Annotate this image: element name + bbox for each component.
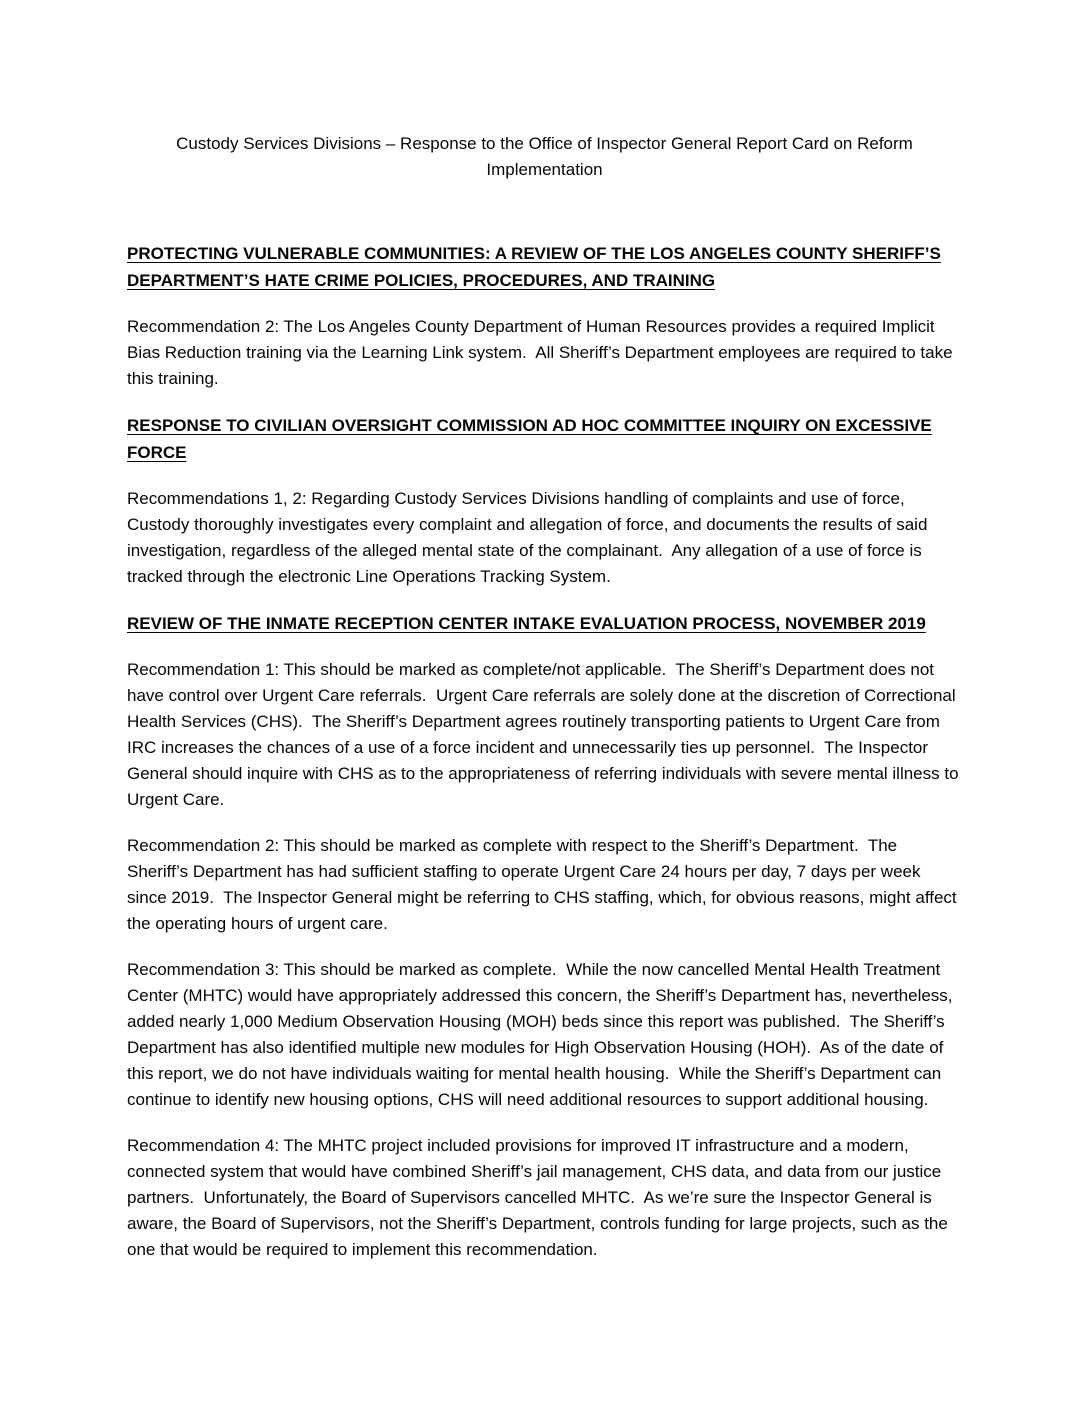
paragraph-irc-rec2: Recommendation 2: This should be marked as complete with respect to the Sheriff’s Department. The Sheriff’s Department has had sufficient staffing to operate Urgent Care 24 hours per day, 7 days per week since 2019. The Inspector General might be referring to CHS staffing, which, for obvious reasons, might affect the operating hours of urgent care. (127, 836, 962, 933)
section-heading-hate-crime: PROTECTING VULNERABLE COMMUNITIES: A REVIEW OF THE LOS ANGELES COUNTY SHERIFF’S DEPARTMENT’S HATE CRIME POLICIES, PROCEDURES, AND TRAINING (127, 244, 941, 290)
section-heading-irc-intake: REVIEW OF THE INMATE RECEPTION CENTER INTAKE EVALUATION PROCESS, NOVEMBER 2019 (127, 614, 926, 633)
paragraph-irc-rec3: Recommendation 3: This should be marked as complete. While the now cancelled Mental Health Treatment Center (MHTC) would have appropriately addressed this concern, the Sheriff’s Department has, nevertheless, added nearly 1,000 Medium Observation Housing (MOH) beds since this report was published. The Sheriff’s Department has also identified multiple new modules for High Observation Housing (HOH). As of the date of this report, we do not have individuals waiting for mental health housing. While the Sheriff’s Department can continue to identify new housing options, CHS will need additional resources to support additional housing. (127, 960, 958, 1109)
paragraph-irc-rec1: Recommendation 1: This should be marked as complete/not applicable. The Sheriff’s Department does not have control over Urgent Care referrals. Urgent Care referrals are solely done at the discretion of Correctional Health Services (CHS). The Sheriff’s Department agrees routinely transporting patients to Urgent Care from IRC increases the chances of a use of a force incident and unnecessarily ties up personnel. The Inspector General should inquire with CHS as to the appropriateness of referring individuals with severe mental illness to Urgent Care. (127, 660, 964, 809)
paragraph-irc-rec4: Recommendation 4: The MHTC project included provisions for improved IT infrastructure and a modern, connected system that would have combined Sheriff’s jail management, CHS data, and data from our justice partners. Unfortunately, the Board of Supervisors cancelled MHTC. As we’re sure the Inspector General is aware, the Board of Supervisors, not the Sheriff’s Department, controls funding for large projects, such as the one that would be required to implement this recommendation. (127, 1136, 953, 1259)
paragraph-excessive-force-rec1-2: Recommendations 1, 2: Regarding Custody Services Divisions handling of complaints and use of force, Custody thoroughly investigates every complaint and allegation of force, and documents the results of said investigation, regardless of the alleged mental state of the complainant. Any allegation of a use of force is tracked through the electronic Line Operations Tracking System. (127, 489, 933, 586)
paragraph-hate-crime-rec2: Recommendation 2: The Los Angeles County Department of Human Resources provides a required Implicit Bias Reduction training via the Learning Link system. All Sheriff’s Department employees are required to take this training. (127, 317, 958, 388)
section-irc-intake-review (127, 610, 962, 1263)
section-hate-crime-policies (127, 240, 962, 392)
section-heading-excessive-force: RESPONSE TO CIVILIAN OVERSIGHT COMMISSION AD HOC COMMITTEE INQUIRY ON EXCESSIVE FORCE (127, 416, 932, 462)
section-excessive-force-inquiry (127, 412, 962, 590)
document-title: Custody Services Divisions – Response to the Office of Inspector General Report Card on Reform Implementation (176, 134, 913, 179)
